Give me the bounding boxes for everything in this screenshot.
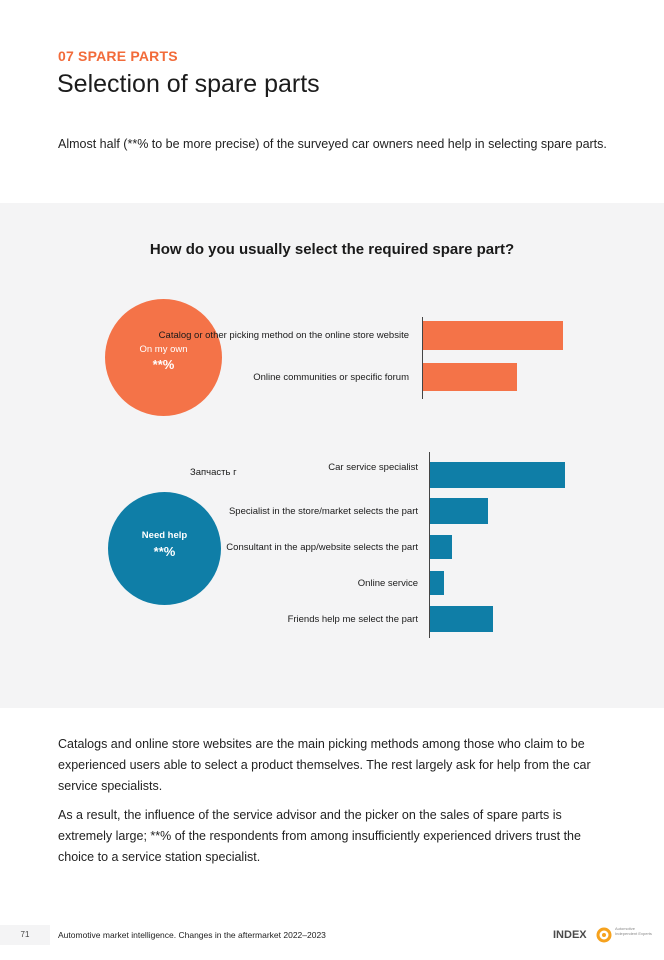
help-bar xyxy=(430,606,493,632)
footer-text: Automotive market intelligence. Changes in the aftermarket 2022–2023 xyxy=(58,930,326,940)
logo-wordmark: INDEX xyxy=(553,929,587,941)
on-my-own-value: **% xyxy=(152,357,175,372)
on-my-own-circle xyxy=(105,299,222,416)
chart-panel xyxy=(0,203,664,708)
help-bar xyxy=(430,571,444,595)
logo-subtext: Automotive Independent Experts xyxy=(615,926,652,936)
help-category-label: Consultant in the app/website selects the part xyxy=(226,542,418,553)
stray-label: Запчасть г xyxy=(190,467,237,478)
need-help-label: Need help xyxy=(141,530,188,541)
help-category-label: Car service specialist xyxy=(328,462,418,473)
chart-title: How do you usually select the required spare part? xyxy=(149,241,515,258)
help-bar xyxy=(430,498,488,524)
own-bar xyxy=(423,363,517,391)
logo-ring-icon xyxy=(596,927,612,943)
help-bar xyxy=(430,535,452,559)
intro-paragraph: Almost half (**% to be more precise) of the surveyed car owners need help in selecting spare parts. xyxy=(58,137,607,151)
help-category-label: Online service xyxy=(357,578,418,589)
own-bar xyxy=(423,321,563,350)
on-my-own-label: On my own xyxy=(139,344,188,355)
index-logo xyxy=(553,925,652,947)
help-bar xyxy=(430,462,565,488)
help-category-label: Specialist in the store/market selects the part xyxy=(228,506,418,517)
own-category-label: Online communities or specific forum xyxy=(253,372,409,383)
body-paragraph-2: As a result, the influence of the service advisor and the picker on the sales of spare parts is extremely large; **% of the respondents from among insufficiently experienced drivers trust the choice to a service station specialist. xyxy=(58,808,581,864)
help-category-label: Friends help me select the part xyxy=(287,614,418,625)
page-title: Selection of spare parts xyxy=(57,70,320,98)
need-help-value: **% xyxy=(153,544,176,559)
section-label: 07 SPARE PARTS xyxy=(58,48,178,64)
body-paragraph-1: Catalogs and online store websites are the main picking methods among those who claim to be experienced users able to select a product themselves. The rest largely ask for help from the car service specialists. xyxy=(58,737,591,793)
page-number: 71 xyxy=(0,925,50,945)
own-category-label: Catalog or other picking method on the online store website xyxy=(158,330,409,341)
